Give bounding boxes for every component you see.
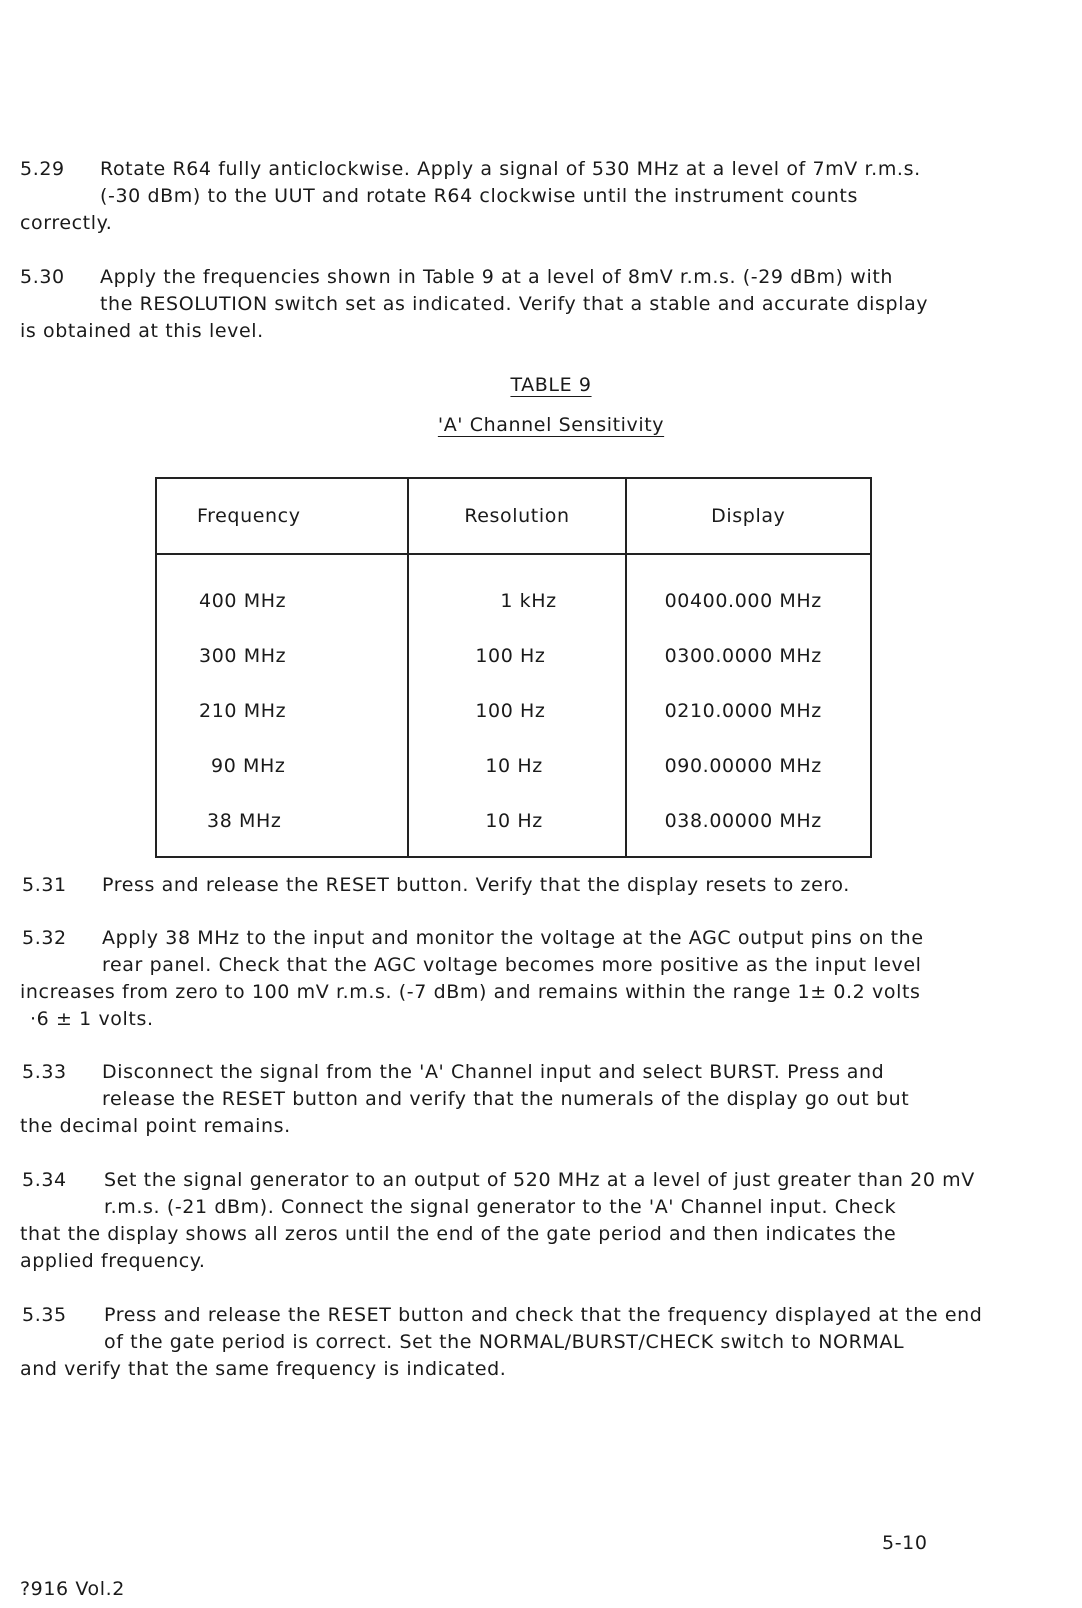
resolution-cell: 1 kHz xyxy=(408,554,625,628)
section-text-line: release the RESET button and verify that the numerals of the display go out but xyxy=(102,1088,910,1110)
frequency-cell: 210 MHz xyxy=(156,683,408,738)
table-subtitle: 'A' Channel Sensitivity xyxy=(437,414,665,436)
section-text-line: rear panel. Check that the AGC voltage becomes more positive as the input level xyxy=(102,954,922,976)
section-number: 5.34 xyxy=(22,1169,67,1191)
section-text-line: Press and release the RESET button and check that the frequency displayed at the end xyxy=(104,1304,983,1326)
frequency-cell: 400 MHz xyxy=(156,554,408,628)
section-text-line: is obtained at this level. xyxy=(20,320,264,342)
section-text-line: applied frequency. xyxy=(20,1250,206,1272)
section-text-line: Rotate R64 fully anticlockwise. Apply a signal of 530 MHz at a level of 7mV r.m.s. xyxy=(100,158,921,180)
section-text-line: ·6 ± 1 volts. xyxy=(30,1008,154,1030)
section-text-line: Apply 38 MHz to the input and monitor the voltage at the AGC output pins on the xyxy=(102,927,924,949)
display-cell: 0210.0000 MHz xyxy=(626,683,871,738)
display-cell: 0300.0000 MHz xyxy=(626,628,871,683)
section-text-line: (-30 dBm) to the UUT and rotate R64 clockwise until the instrument counts xyxy=(100,185,858,207)
table-row xyxy=(156,628,871,683)
column-header-display: Display xyxy=(626,478,871,554)
section-text-line: of the gate period is correct. Set the NORMAL/BURST/CHECK switch to NORMAL xyxy=(104,1331,905,1353)
resolution-cell: 100 Hz xyxy=(408,628,625,683)
resolution-cell: 10 Hz xyxy=(408,793,625,857)
display-cell: 038.00000 MHz xyxy=(626,793,871,857)
table-row xyxy=(156,738,871,793)
table-header-row xyxy=(156,478,871,554)
table-title: TABLE 9 xyxy=(510,374,592,396)
frequency-cell: 90 MHz xyxy=(156,738,408,793)
section-number: 5.33 xyxy=(22,1061,67,1083)
display-cell: 00400.000 MHz xyxy=(626,554,871,628)
section-number: 5.30 xyxy=(20,266,65,288)
frequency-cell: 38 MHz xyxy=(156,793,408,857)
section-text-line: r.m.s. (-21 dBm). Connect the signal generator to the 'A' Channel input. Check xyxy=(104,1196,897,1218)
table-row xyxy=(156,554,871,628)
display-cell: 090.00000 MHz xyxy=(626,738,871,793)
table-row xyxy=(156,793,871,857)
section-text-line: and verify that the same frequency is indicated. xyxy=(20,1358,507,1380)
resolution-cell: 100 Hz xyxy=(408,683,625,738)
column-header-resolution: Resolution xyxy=(408,478,625,554)
table-row xyxy=(156,683,871,738)
section-number: 5.31 xyxy=(22,874,67,896)
frequency-cell: 300 MHz xyxy=(156,628,408,683)
section-text-line: correctly. xyxy=(20,212,113,234)
section-text-line: the decimal point remains. xyxy=(20,1115,291,1137)
section-text-line: Disconnect the signal from the 'A' Channel input and select BURST. Press and xyxy=(102,1061,885,1083)
section-number: 5.35 xyxy=(22,1304,67,1326)
section-text-line: Apply the frequencies shown in Table 9 at a level of 8mV r.m.s. (-29 dBm) with xyxy=(100,266,894,288)
section-number: 5.29 xyxy=(20,158,65,180)
section-text-line: Set the signal generator to an output of 520 MHz at a level of just greater than 20 mV xyxy=(104,1169,975,1191)
sensitivity-table xyxy=(155,477,872,858)
section-text-line: Press and release the RESET button. Verify that the display resets to zero. xyxy=(102,874,850,896)
page-number: 5-10 xyxy=(882,1532,928,1554)
section-text-line: the RESOLUTION switch set as indicated. Verify that a stable and accurate display xyxy=(100,293,929,315)
document-id: ?916 Vol.2 xyxy=(20,1578,125,1600)
resolution-cell: 10 Hz xyxy=(408,738,625,793)
section-text-line: increases from zero to 100 mV r.m.s. (-7 dBm) and remains within the range 1± 0.2 volts xyxy=(20,981,921,1003)
section-number: 5.32 xyxy=(22,927,67,949)
section-text-line: that the display shows all zeros until the end of the gate period and then indicates the xyxy=(20,1223,897,1245)
column-header-frequency: Frequency xyxy=(156,478,408,554)
